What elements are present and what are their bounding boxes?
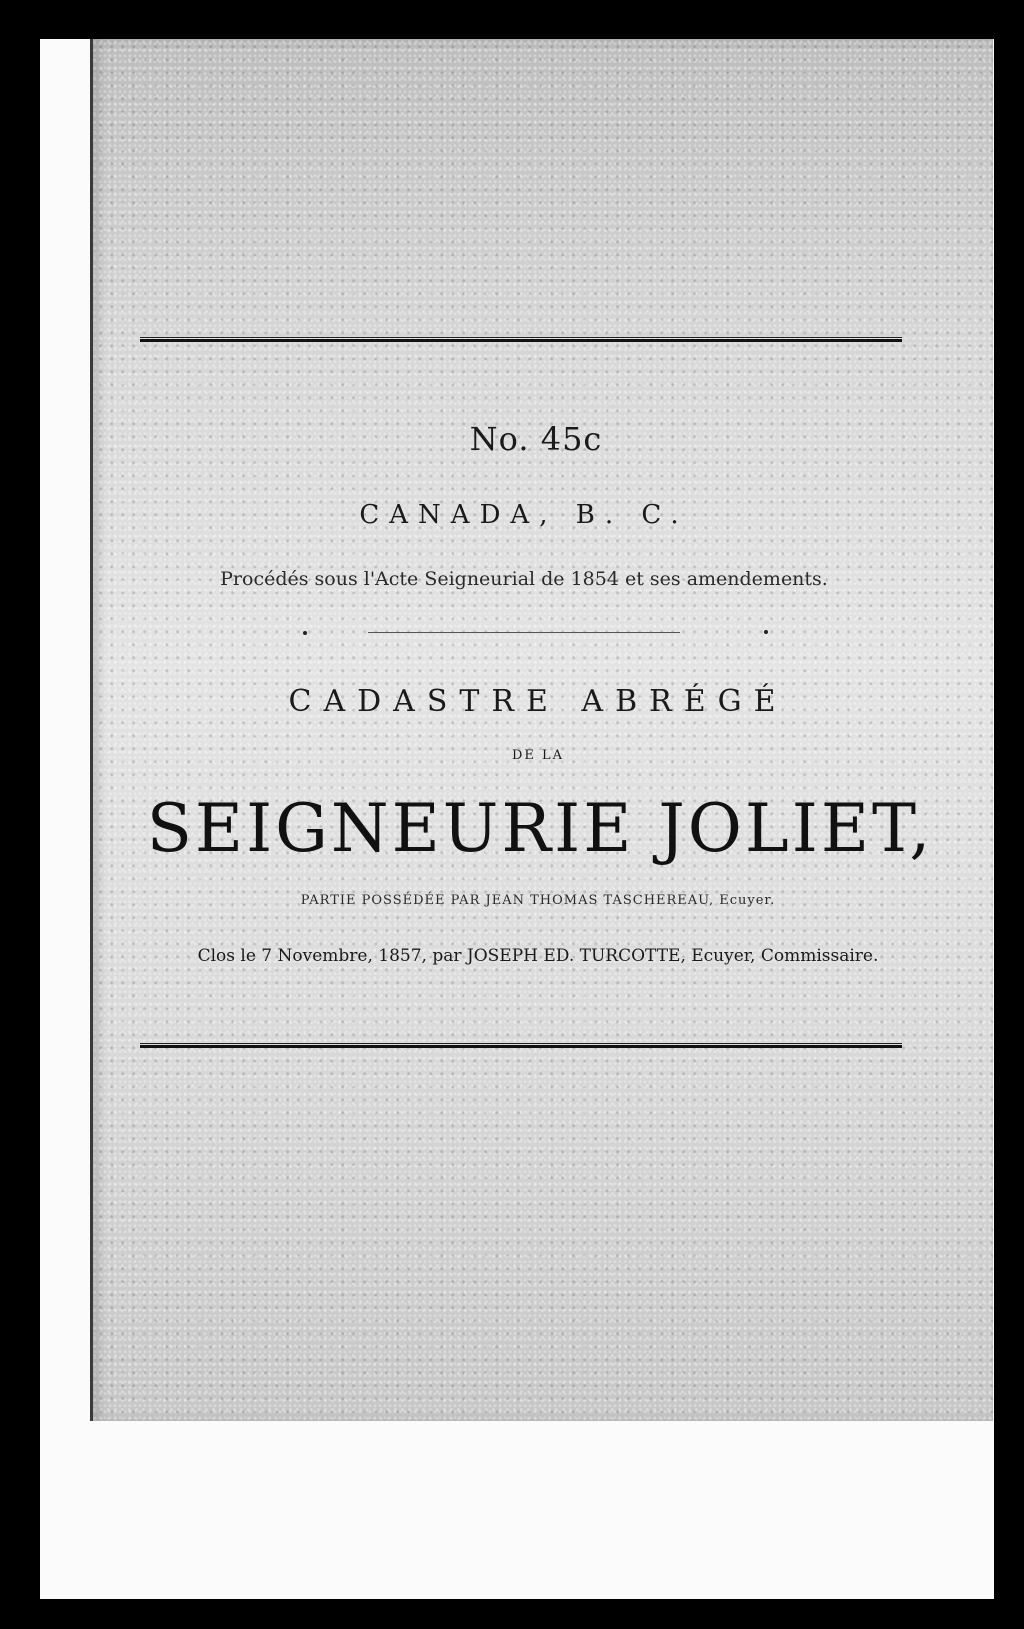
- ornament-dot-right: [764, 630, 768, 634]
- bottom-double-rule: [140, 1043, 902, 1048]
- title-seigneurie: SEIGNEURIE JOLIET,: [146, 790, 934, 867]
- proceedings-subtitle: Procédés sous l'Acte Seigneurial de 1854 et ses amendements.: [220, 568, 828, 590]
- country-heading: CANADA, B. C.: [359, 500, 689, 530]
- section-divider: [368, 632, 680, 633]
- document-page: [90, 39, 993, 1421]
- ownership-line: PARTIE POSSÉDÉE PAR JEAN THOMAS TASCHEREAU, Ecuyer.: [300, 893, 776, 908]
- title-connector: DE LA: [511, 748, 565, 763]
- ornament-dot-left: [303, 631, 307, 635]
- title-cadastre: CADASTRE ABRÉGÉ: [288, 684, 788, 719]
- document-number: No. 45c: [469, 420, 603, 458]
- closing-line: Clos le 7 Novembre, 1857, par JOSEPH ED. TURCOTTE, Ecuyer, Commissaire.: [197, 946, 879, 966]
- top-double-rule: [140, 337, 902, 342]
